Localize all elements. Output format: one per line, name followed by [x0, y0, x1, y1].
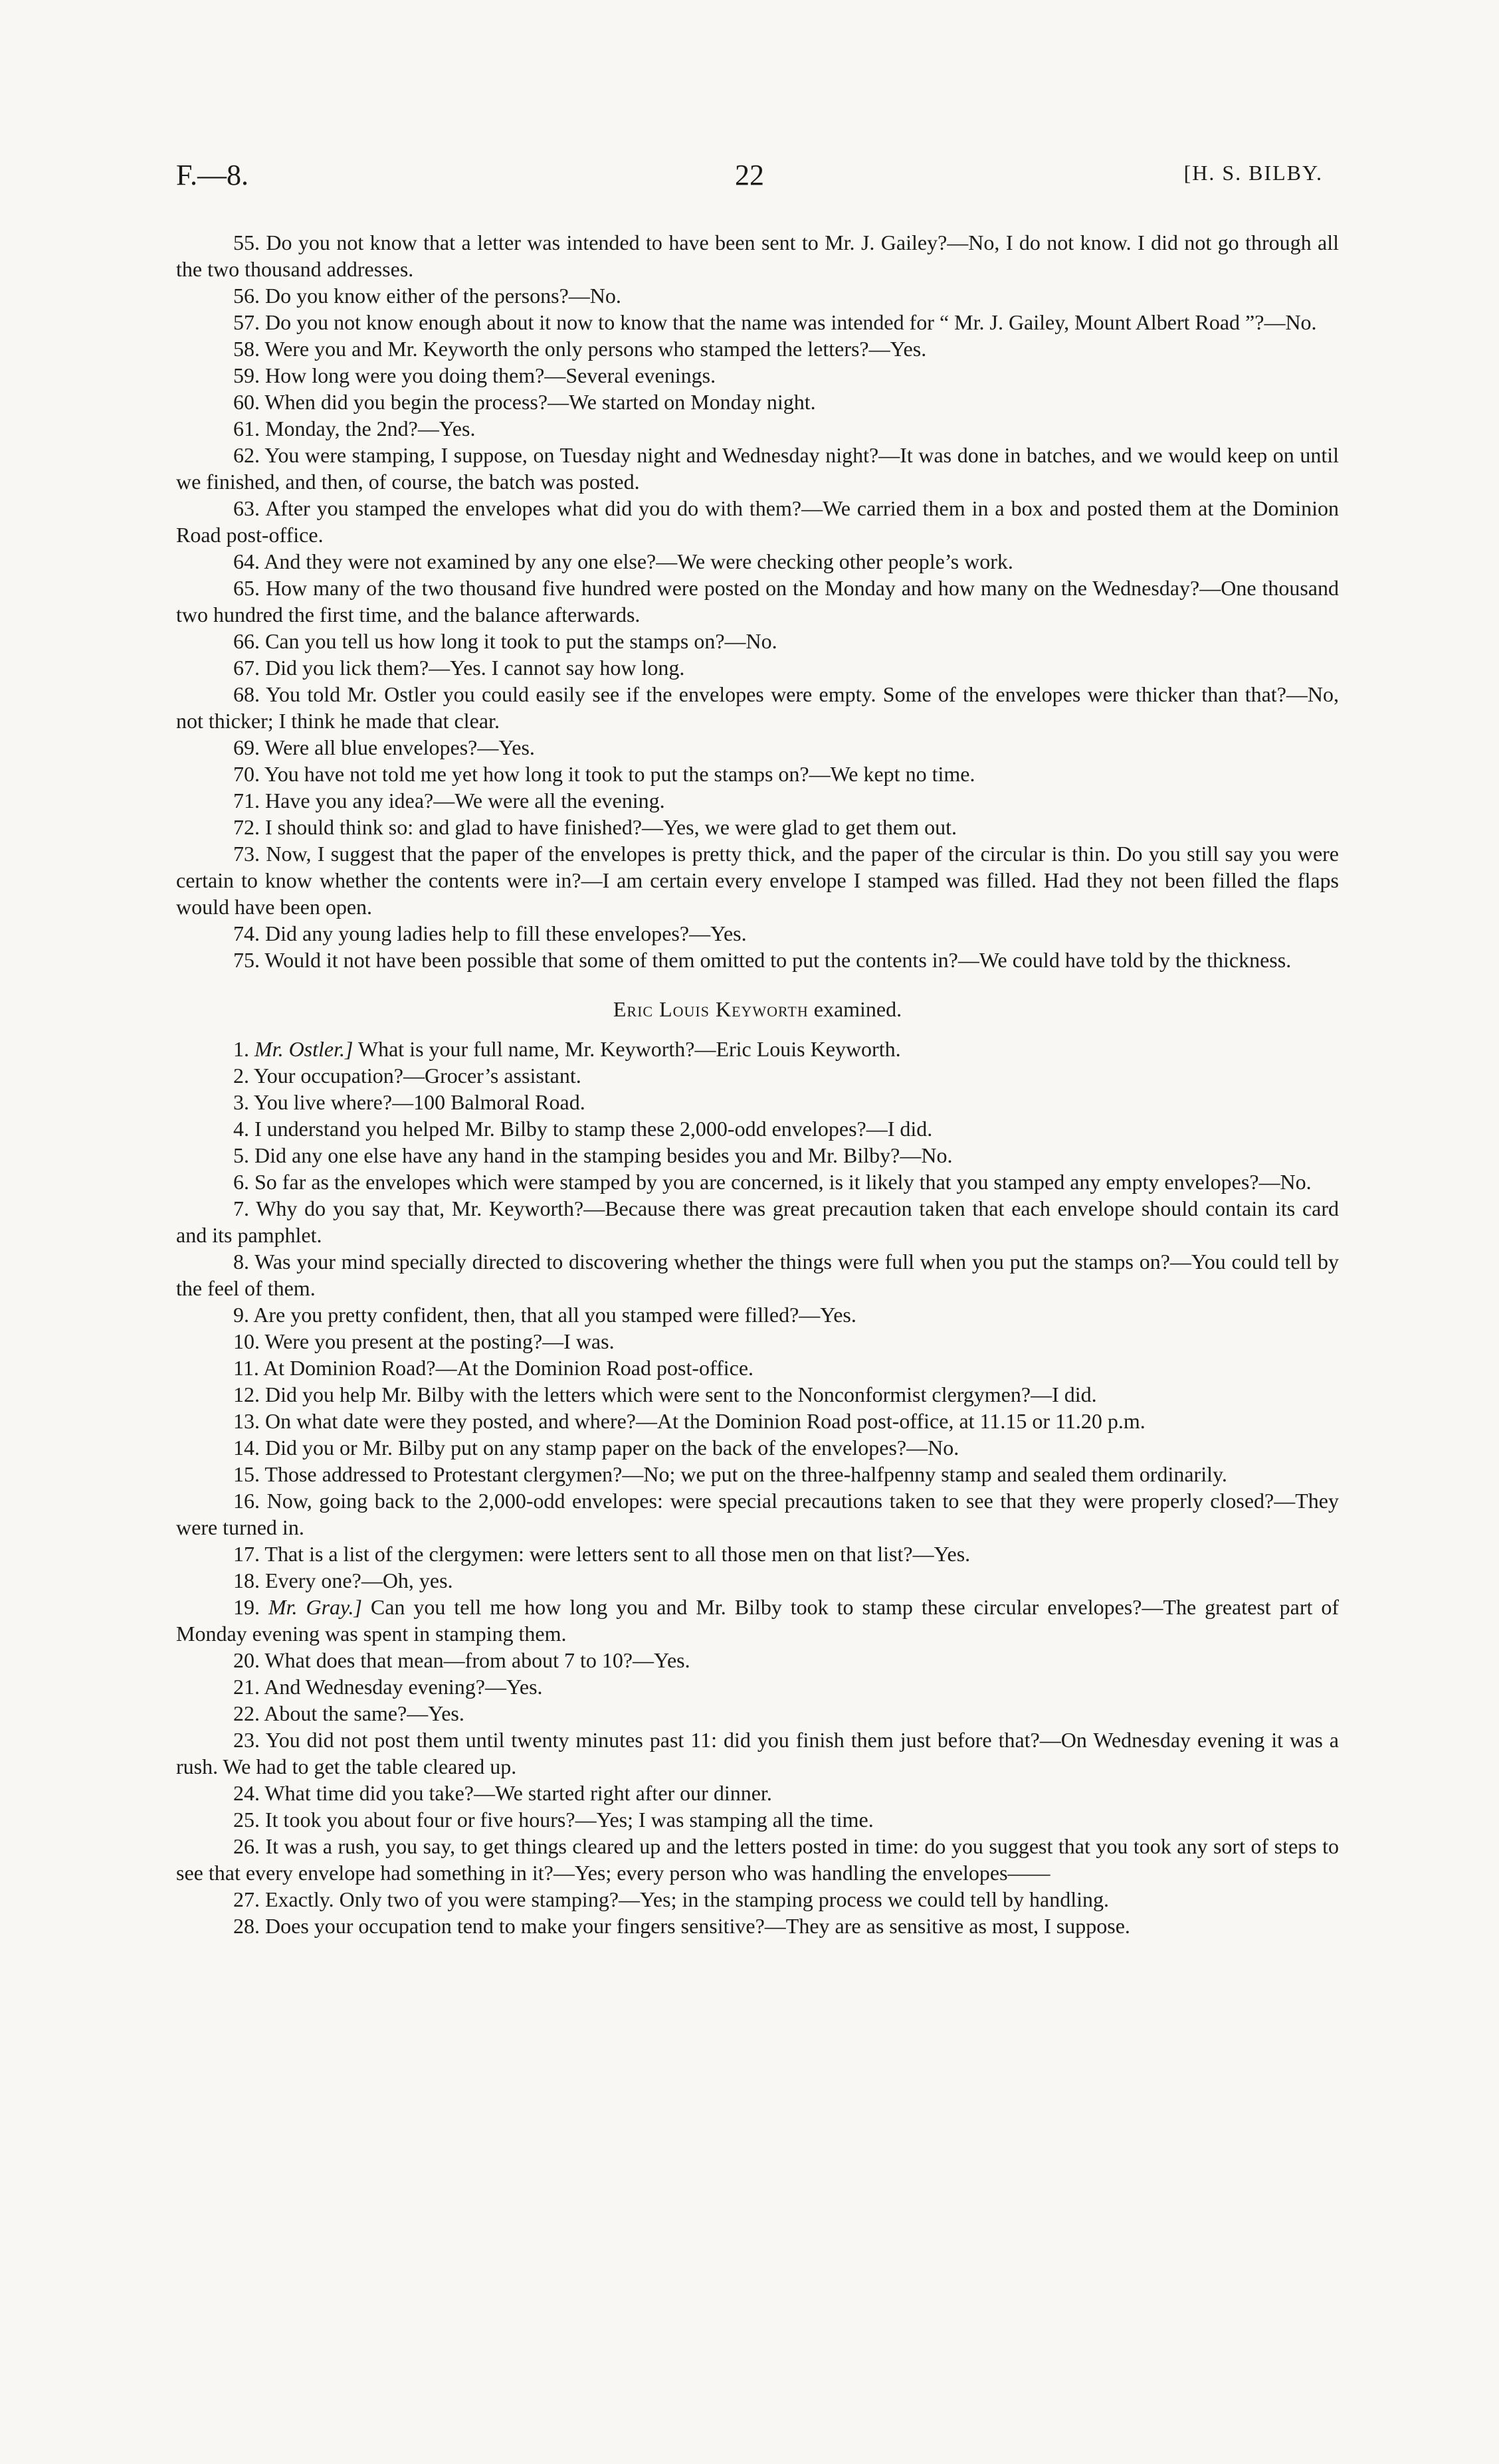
question-text: It was a rush, you say, to get things cleared up and the letters posted in time: do you suggest that you took any sort of steps to see that every envelope had something in it?—Yes; every person who was handling the envelopes—— [176, 1834, 1340, 1885]
question-answer [176, 1169, 1339, 1195]
question-number: 69. [233, 735, 260, 759]
question-text: Now, going back to the 2,000-odd envelopes: were special precautions taken to see that they were properly closed?—They were turned in. [176, 1489, 1340, 1539]
question-number: 23. [233, 1728, 260, 1752]
question-number: 10. [233, 1329, 260, 1353]
question-answer [176, 1594, 1339, 1647]
question-text: You did not post them until twenty minutes past 11: did you finish them just before that?—On Wednesday evening it was a rush. We had to get the table cleared up. [176, 1728, 1340, 1778]
question-text: After you stamped the envelopes what did you do with them?—We carried them in a box and posted them at the Dominion Road post-office. [176, 496, 1340, 547]
document-reference: F.—8. [176, 159, 249, 191]
question-text: Can you tell us how long it took to put the stamps on?—No. [265, 629, 777, 653]
question-text: So far as the envelopes which were stamped by you are concerned, is it likely that you stamped any empty envelopes?—No. [254, 1170, 1312, 1194]
page-header [176, 158, 1323, 205]
question-answer [176, 1461, 1339, 1487]
testimony-keyworth [176, 1036, 1339, 1939]
question-text: You were stamping, I suppose, on Tuesday night and Wednesday night?—It was done in batches, and we would keep on until we finished, and then, of course, the batch was posted. [176, 443, 1340, 494]
question-number: 67. [233, 656, 260, 680]
question-number: 24. [233, 1781, 260, 1805]
question-answer [176, 814, 1339, 840]
question-number: 27. [233, 1887, 260, 1911]
question-number: 70. [233, 762, 260, 786]
question-number: 14. [233, 1436, 260, 1460]
question-answer [176, 415, 1339, 442]
question-text: That is a list of the clergymen: were letters sent to all those men on that list?—Yes. [264, 1542, 971, 1566]
question-text: Can you tell me how long you and Mr. Bilby took to stamp these circular envelopes?—The greatest part of Monday evening was spent in stamping them. [176, 1595, 1340, 1646]
question-answer [176, 309, 1339, 335]
question-number: 4. [233, 1117, 249, 1141]
witness-name: [H. S. BILBY. [1183, 161, 1323, 185]
question-number: 20. [233, 1648, 260, 1672]
question-text: Do you not know enough about it now to know that the name was intended for “ Mr. J. Gailey, Mount Albert Road ”?—No. [265, 310, 1317, 334]
question-answer [176, 1913, 1339, 1939]
question-answer [176, 1541, 1339, 1567]
question-number: 73. [233, 842, 260, 866]
question-number: 62. [233, 443, 260, 467]
question-answer [176, 495, 1339, 548]
question-answer [176, 1806, 1339, 1833]
question-number: 60. [233, 390, 260, 414]
question-text: Your occupation?—Grocer’s assistant. [253, 1064, 581, 1088]
question-number: 16. [233, 1489, 260, 1513]
question-number: 18. [233, 1568, 260, 1592]
question-number: 17. [233, 1542, 260, 1566]
question-answer [176, 787, 1339, 814]
question-text: And they were not examined by any one else?—We were checking other people’s work. [264, 549, 1013, 573]
question-answer [176, 548, 1339, 575]
question-number: 56. [233, 284, 260, 308]
question-number: 19. [233, 1595, 260, 1619]
question-answer [176, 1115, 1339, 1142]
question-answer [176, 1195, 1339, 1248]
question-answer [176, 575, 1339, 628]
question-answer [176, 282, 1339, 309]
question-text: Do you know either of the persons?—No. [265, 284, 621, 308]
question-number: 1. [233, 1037, 249, 1061]
question-number: 64. [233, 549, 260, 573]
question-answer [176, 1886, 1339, 1913]
question-text: At Dominion Road?—At the Dominion Road post-office. [263, 1356, 754, 1380]
question-answer [176, 1355, 1339, 1381]
question-text: When did you begin the process?—We started on Monday night. [264, 390, 816, 414]
question-text: Would it not have been possible that some of them omitted to put the contents in?—We could have told by the thickness. [264, 948, 1292, 972]
question-text: You told Mr. Ostler you could easily see if the envelopes were empty. Some of the envelopes were thicker than that?—No, not thicker; I think he made that clear. [176, 682, 1340, 733]
question-number: 74. [233, 921, 260, 945]
question-text: Exactly. Only two of you were stamping?—Yes; in the stamping process we could tell by handling. [265, 1887, 1110, 1911]
question-number: 9. [233, 1303, 249, 1327]
question-number: 63. [233, 496, 260, 520]
question-answer [176, 654, 1339, 681]
question-answer [176, 389, 1339, 415]
question-answer [176, 442, 1339, 495]
question-text: Were you present at the posting?—I was. [264, 1329, 615, 1353]
question-text: Were you and Mr. Keyworth the only persons who stamped the letters?—Yes. [264, 337, 927, 361]
question-text: Those addressed to Protestant clergymen?—No; we put on the three-halfpenny stamp and sealed them ordinarily. [264, 1462, 1227, 1486]
question-number: 21. [233, 1675, 260, 1699]
question-answer [176, 761, 1339, 787]
question-text: About the same?—Yes. [264, 1701, 464, 1725]
question-text: Did you or Mr. Bilby put on any stamp paper on the back of the envelopes?—No. [265, 1436, 959, 1460]
question-number: 61. [233, 417, 260, 440]
question-text: And Wednesday evening?—Yes. [264, 1675, 543, 1699]
question-text: Did you help Mr. Bilby with the letters which were sent to the Nonconformist clergymen?—I did. [265, 1382, 1097, 1406]
question-text: Are you pretty confident, then, that all you stamped were filled?—Yes. [253, 1303, 856, 1327]
question-text: Why do you say that, Mr. Keyworth?—Because there was great precaution taken that each envelope should contain its card and its pamphlet. [176, 1196, 1340, 1247]
question-text: On what date were they posted, and where?—At the Dominion Road post-office, at 11.15 or 11.20 p.m. [265, 1409, 1146, 1433]
question-text: You live where?—100 Balmoral Road. [253, 1090, 585, 1114]
question-text: Have you any idea?—We were all the evening. [265, 789, 665, 812]
question-number: 59. [233, 363, 260, 387]
question-number: 6. [233, 1170, 249, 1194]
question-answer [176, 628, 1339, 654]
question-text: You have not told me yet how long it took to put the stamps on?—We kept no time. [264, 762, 975, 786]
question-answer [176, 1727, 1339, 1780]
question-answer [176, 1647, 1339, 1673]
question-number: 13. [233, 1409, 260, 1433]
question-answer [176, 681, 1339, 734]
question-number: 57. [233, 310, 260, 334]
question-answer [176, 1381, 1339, 1408]
question-number: 68. [233, 682, 260, 706]
question-text: Every one?—Oh, yes. [265, 1568, 453, 1592]
question-number: 66. [233, 629, 260, 653]
question-answer [176, 1328, 1339, 1355]
question-text: Do you not know that a letter was intended to have been sent to Mr. J. Gailey?—No, I do not know. I did not go through all the two thousand addresses. [176, 231, 1340, 281]
question-answer [176, 947, 1339, 973]
page-number: 22 [735, 159, 764, 191]
question-answer [176, 920, 1339, 947]
question-number: 71. [233, 789, 260, 812]
question-number: 22. [233, 1701, 260, 1725]
question-answer [176, 1408, 1339, 1434]
question-text: It took you about four or five hours?—Yes; I was stamping all the time. [265, 1808, 874, 1832]
question-number: 25. [233, 1808, 260, 1832]
question-answer [176, 1062, 1339, 1089]
question-number: 15. [233, 1462, 260, 1486]
question-answer [176, 840, 1339, 920]
question-text: Does your occupation tend to make your fingers sensitive?—They are as sensitive as most, I suppose. [265, 1914, 1130, 1938]
question-answer [176, 1567, 1339, 1594]
question-answer [176, 335, 1339, 362]
question-answer [176, 362, 1339, 389]
question-number: 12. [233, 1382, 260, 1406]
question-number: 26. [233, 1834, 260, 1858]
witness-heading-suffix: examined. [813, 997, 902, 1021]
question-answer [176, 1142, 1339, 1169]
question-number: 58. [233, 337, 260, 361]
question-number: 5. [233, 1143, 249, 1167]
question-text: Were all blue envelopes?—Yes. [264, 735, 535, 759]
question-text: Did any young ladies help to fill these envelopes?—Yes. [265, 921, 747, 945]
question-text: Now, I suggest that the paper of the envelopes is pretty thick, and the paper of the circular is thin. Do you still say you were certain to know whether the contents were in?—I am certain every envelope I stamped was filled. Had they not been filled the flaps would have been open. [176, 842, 1340, 919]
question-answer [176, 1248, 1339, 1301]
question-answer [176, 1700, 1339, 1727]
question-text: Did you lick them?—Yes. I cannot say how long. [265, 656, 685, 680]
question-text: How long were you doing them?—Several evenings. [265, 363, 716, 387]
question-text: Did any one else have any hand in the stamping besides you and Mr. Bilby?—No. [254, 1143, 953, 1167]
question-text: What time did you take?—We started right after our dinner. [264, 1781, 772, 1805]
speaker-label: Mr. Gray.] [268, 1595, 362, 1619]
question-answer [176, 1780, 1339, 1806]
question-number: 7. [233, 1196, 249, 1220]
question-number: 65. [233, 576, 260, 600]
transcript-body [176, 229, 1339, 1939]
question-text: Monday, the 2nd?—Yes. [265, 417, 476, 440]
question-number: 55. [233, 231, 260, 254]
question-answer [176, 1036, 1339, 1062]
question-number: 11. [233, 1356, 259, 1380]
question-text: How many of the two thousand five hundred were posted on the Monday and how many on the Wednesday?—One thousand two hundred the first time, and the balance afterwards. [176, 576, 1340, 626]
question-number: 75. [233, 948, 260, 972]
question-text: Was your mind specially directed to discovering whether the things were full when you put the stamps on?—You could tell by the feel of them. [176, 1250, 1340, 1300]
question-number: 28. [233, 1914, 260, 1938]
speaker-label: Mr. Ostler.] [254, 1037, 353, 1061]
question-number: 8. [233, 1250, 249, 1274]
question-answer [176, 1434, 1339, 1461]
witness-heading-name: Eric Louis Keyworth [613, 997, 809, 1021]
section-heading [176, 996, 1339, 1022]
question-answer [176, 229, 1339, 282]
question-number: 72. [233, 815, 260, 839]
question-number: 2. [233, 1064, 249, 1088]
testimony-bilby [176, 229, 1339, 973]
question-answer [176, 1673, 1339, 1700]
question-answer [176, 1089, 1339, 1115]
question-answer [176, 1301, 1339, 1328]
question-text: I should think so: and glad to have finished?—Yes, we were glad to get them out. [265, 815, 957, 839]
question-answer [176, 1833, 1339, 1886]
question-text: I understand you helped Mr. Bilby to stamp these 2,000-odd envelopes?—I did. [254, 1117, 933, 1141]
question-number: 3. [233, 1090, 249, 1114]
question-answer [176, 734, 1339, 761]
question-text: What does that mean—from about 7 to 10?—Yes. [264, 1648, 690, 1672]
question-text: What is your full name, Mr. Keyworth?—Eric Louis Keyworth. [357, 1037, 901, 1061]
question-answer [176, 1487, 1339, 1541]
